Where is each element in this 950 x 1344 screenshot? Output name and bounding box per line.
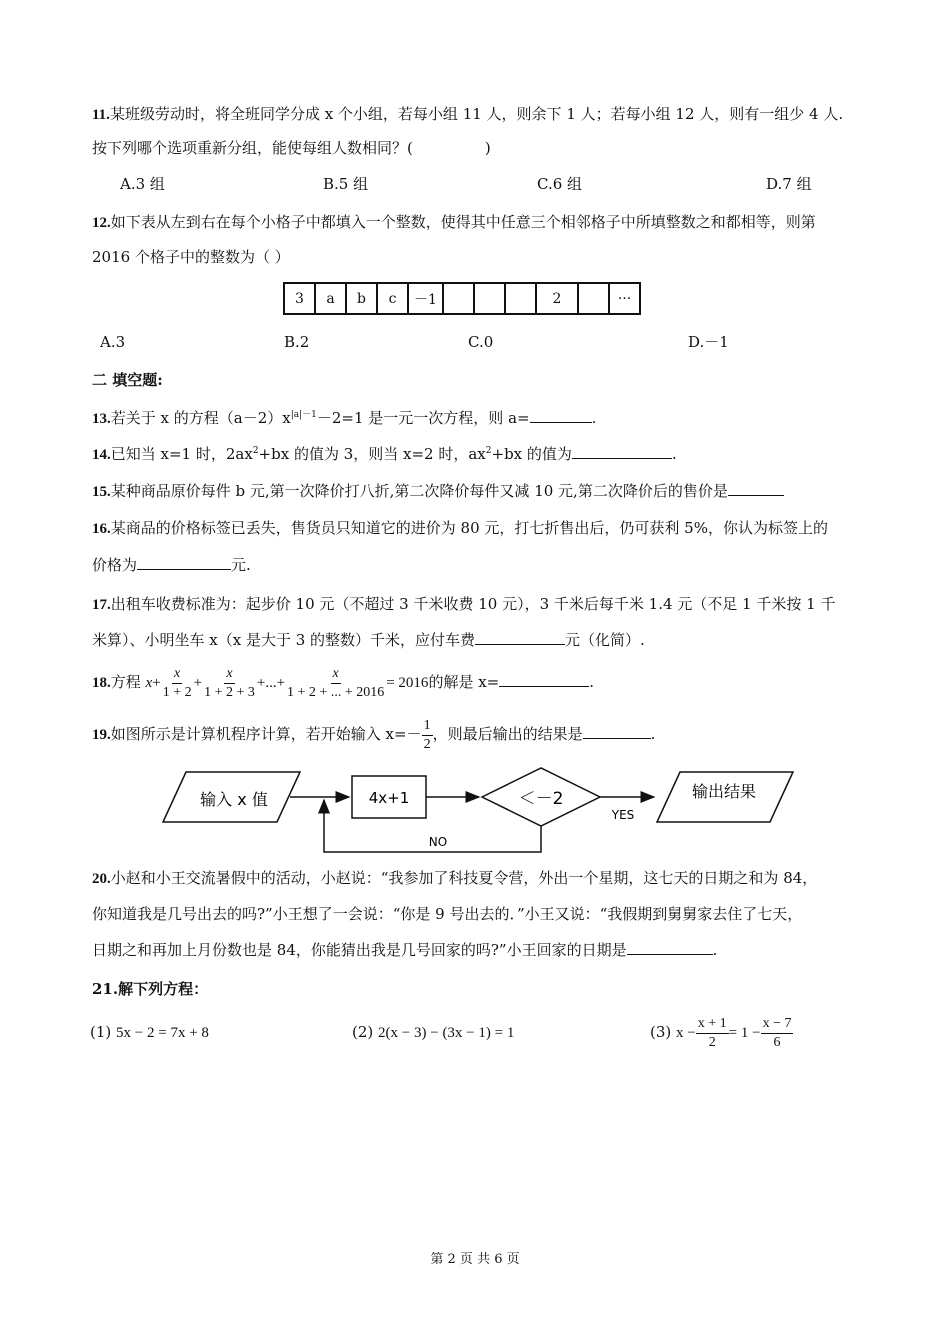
q17-line2: [92, 628, 645, 652]
process-label: 4x+1: [368, 789, 410, 807]
q18-fraction-3: [285, 665, 386, 702]
q14-mid: +bx 的值为 3，则当 x=2 时，ax: [258, 445, 486, 463]
eq-part: = 1 −: [728, 1025, 761, 1041]
q13: [92, 406, 596, 431]
q20-answer-blank: [627, 938, 713, 955]
q13-number: 13.: [92, 411, 111, 427]
grid-cell: ···: [608, 282, 641, 315]
q16-line2: [92, 553, 251, 577]
q14-pre: 已知当 x=1 时，2ax: [110, 445, 253, 463]
q13-end: .: [591, 409, 597, 427]
q21-equation-1: [90, 1016, 209, 1049]
q21-number: 21.: [92, 980, 119, 998]
yes-label: YES: [611, 808, 635, 822]
q13-answer-blank: [530, 406, 592, 423]
q18-post: 的解是 x=: [428, 673, 500, 691]
q20-text3: 日期之和再加上月份数也是 84，你能猜出我是几号回家的吗?”小王回家的日期是: [92, 941, 627, 959]
frac-numerator: x − 7: [761, 1015, 794, 1034]
eq-part: x −: [676, 1025, 696, 1041]
q16-number: 16.: [92, 521, 111, 537]
q12-number: 12.: [92, 215, 111, 231]
grid-cell: [473, 282, 506, 315]
grid-cell: [577, 282, 610, 315]
q19-answer-blank: [583, 722, 651, 739]
eq-label: (2): [352, 1023, 374, 1041]
q11-option-b: B.5 组: [323, 175, 369, 193]
q21-title-text: 解下列方程：: [118, 980, 209, 998]
q14-answer-blank: [572, 442, 672, 459]
q12-line1: [92, 210, 816, 235]
q15-answer-blank: [728, 479, 784, 496]
q14-number: 14.: [92, 447, 111, 463]
q12-option-c: C.0: [468, 333, 494, 351]
frac-denominator: 6: [773, 1034, 781, 1050]
frac-denominator: 2: [708, 1034, 716, 1050]
q19-fraction: [422, 717, 433, 754]
page-footer: 第 2 页 共 6 页: [430, 1252, 520, 1267]
q17-text1: 出租车收费标准为：起步价 10 元（不超过 3 千米收费 10 元），3 千米后每千米 1.4 元（不足 1 千米按 1 千: [110, 595, 836, 613]
frac-denominator: 1 + 2 + 3: [204, 684, 255, 700]
q18-plus: +: [152, 675, 161, 691]
q11-text2: 按下列哪个选项重新分组，能使每组人数相同？(: [92, 139, 413, 157]
q13-post: －2=1 是一元一次方程，则 a=: [316, 409, 530, 427]
grid-cell: [504, 282, 537, 315]
q20-end: .: [712, 941, 718, 959]
eq-label: (1): [90, 1023, 112, 1041]
q11-number: 11.: [92, 107, 110, 123]
q11-option-d: D.7 组: [766, 175, 812, 193]
input-label: 输入 x 值: [200, 790, 268, 809]
q21-equation-2: [352, 1016, 514, 1049]
q11-close-paren: ): [484, 139, 491, 157]
program-flowchart: [0, 764, 950, 864]
q14-exp2: 2: [485, 446, 492, 456]
q20-line1: [92, 866, 817, 891]
q17-number: 17.: [92, 597, 111, 613]
q18: [92, 662, 594, 703]
grid-cell: b: [345, 282, 378, 315]
q11-line1: [92, 102, 843, 127]
q16-text2b: 元.: [231, 556, 251, 574]
q11-text1: 某班级劳动时，将全班同学分成 x 个小组，若每小组 11 人，则余下 1 人；若每小组 12 人，则有一组少 4 人.: [109, 105, 844, 123]
q18-equals: = 2016: [386, 675, 429, 691]
q12-grid: [285, 282, 641, 315]
section-heading: 二 填空题:: [92, 371, 163, 389]
frac-denominator: 1 + 2: [162, 684, 192, 700]
eq-fraction: [696, 1015, 729, 1052]
q21-equation-3: [650, 1012, 793, 1053]
q13-exponent: |a|－1: [290, 410, 317, 420]
q18-fraction-1: [161, 665, 194, 702]
eq-label: (3): [650, 1023, 672, 1041]
grid-cell: c: [376, 282, 409, 315]
q17-answer-blank: [475, 628, 565, 645]
frac-numerator: 1: [422, 717, 433, 736]
condition-label: ＜－2: [518, 789, 564, 809]
q18-pre: 方程: [110, 673, 141, 691]
frac-numerator: x: [224, 665, 234, 684]
q18-number: 18.: [92, 675, 111, 691]
q18-var: x: [145, 675, 153, 691]
eq-body: 2(x − 3) − (3x − 1) = 1: [378, 1025, 515, 1041]
q18-end: .: [589, 673, 595, 691]
q20-number: 20.: [92, 871, 111, 887]
q18-fraction-2: [202, 665, 257, 702]
eq-body: 5x − 2 = 7x + 8: [116, 1025, 209, 1041]
q18-dots: +...+: [256, 675, 286, 691]
q20-line3: [92, 938, 717, 962]
q19-end: .: [650, 725, 656, 743]
q19: [92, 714, 655, 755]
frac-numerator: x + 1: [696, 1015, 729, 1034]
frac-numerator: x: [331, 665, 341, 684]
frac-denominator: 2: [423, 736, 431, 752]
q16-text2a: 价格为: [92, 556, 138, 574]
q15-text: 某种商品原价每件 b 元,第一次降价打八折,第二次降价每件又减 10 元,第二次降价后的售价是: [110, 482, 728, 500]
q21-title: [92, 977, 208, 1001]
q16-line1: [92, 516, 828, 541]
q14-exp1: 2: [252, 446, 259, 456]
q15: [92, 479, 784, 504]
q12-option-b: B.2: [284, 333, 310, 351]
frac-numerator: x: [172, 665, 182, 684]
q17-line1: [92, 592, 835, 617]
q12-text1: 如下表从左到右在每个小格子中都填入一个整数，使得其中任意三个相邻格子中所填整数之和都相等，则第: [110, 213, 816, 231]
q12-option-d: D.－1: [688, 333, 729, 351]
q12-line2: 2016 个格子中的整数为（ ）: [92, 248, 290, 266]
q19-number: 19.: [92, 727, 111, 743]
grid-cell: [442, 282, 475, 315]
q20-text1: 小赵和小王交流暑假中的活动，小赵说：“我参加了科技夏令营，外出一个星期，这七天的日期之和为 84，: [110, 869, 818, 887]
q18-answer-blank: [499, 670, 589, 687]
q14-end: .: [671, 445, 677, 463]
q16-answer-blank: [137, 553, 231, 570]
grid-cell: －1: [407, 282, 444, 315]
q17-text2b: 元（化简）.: [565, 631, 645, 649]
q13-pre: 若关于 x 的方程（a－2）x: [110, 409, 291, 427]
frac-denominator: 1 + 2 + ... + 2016: [287, 684, 385, 700]
grid-cell: 2: [535, 282, 579, 315]
output-label: 输出结果: [691, 782, 757, 801]
grid-cell: 3: [283, 282, 316, 315]
q20-line2: 你知道我是几号出去的吗?”小王想了一会说：“你是 9 号出去的．”小王又说：“我假期到舅舅家去住了七天，: [92, 905, 803, 923]
q14: [92, 442, 677, 467]
grid-cell: a: [314, 282, 347, 315]
eq-fraction: [761, 1015, 794, 1052]
q11-option-c: C.6 组: [537, 175, 583, 193]
q16-text1: 某商品的价格标签已丢失，售货员只知道它的进价为 80 元，打七折售出后，仍可获利 5%，你认为标签上的: [110, 519, 828, 537]
q17-text2a: 米算）、小明坐车 x（x 是大于 3 的整数）千米，应付车费: [92, 631, 476, 649]
q19-post: ，则最后输出的结果是: [432, 725, 583, 743]
q11-option-a: A.3 组: [120, 175, 165, 193]
q18-plus: +: [193, 675, 203, 691]
q14-post: +bx 的值为: [491, 445, 572, 463]
no-label: NO: [428, 835, 448, 849]
q15-number: 15.: [92, 484, 111, 500]
q19-pre: 如图所示是计算机程序计算，若开始输入 x=－: [110, 725, 422, 743]
q12-option-a: A.3: [100, 333, 126, 351]
q11-line2: [92, 136, 491, 160]
